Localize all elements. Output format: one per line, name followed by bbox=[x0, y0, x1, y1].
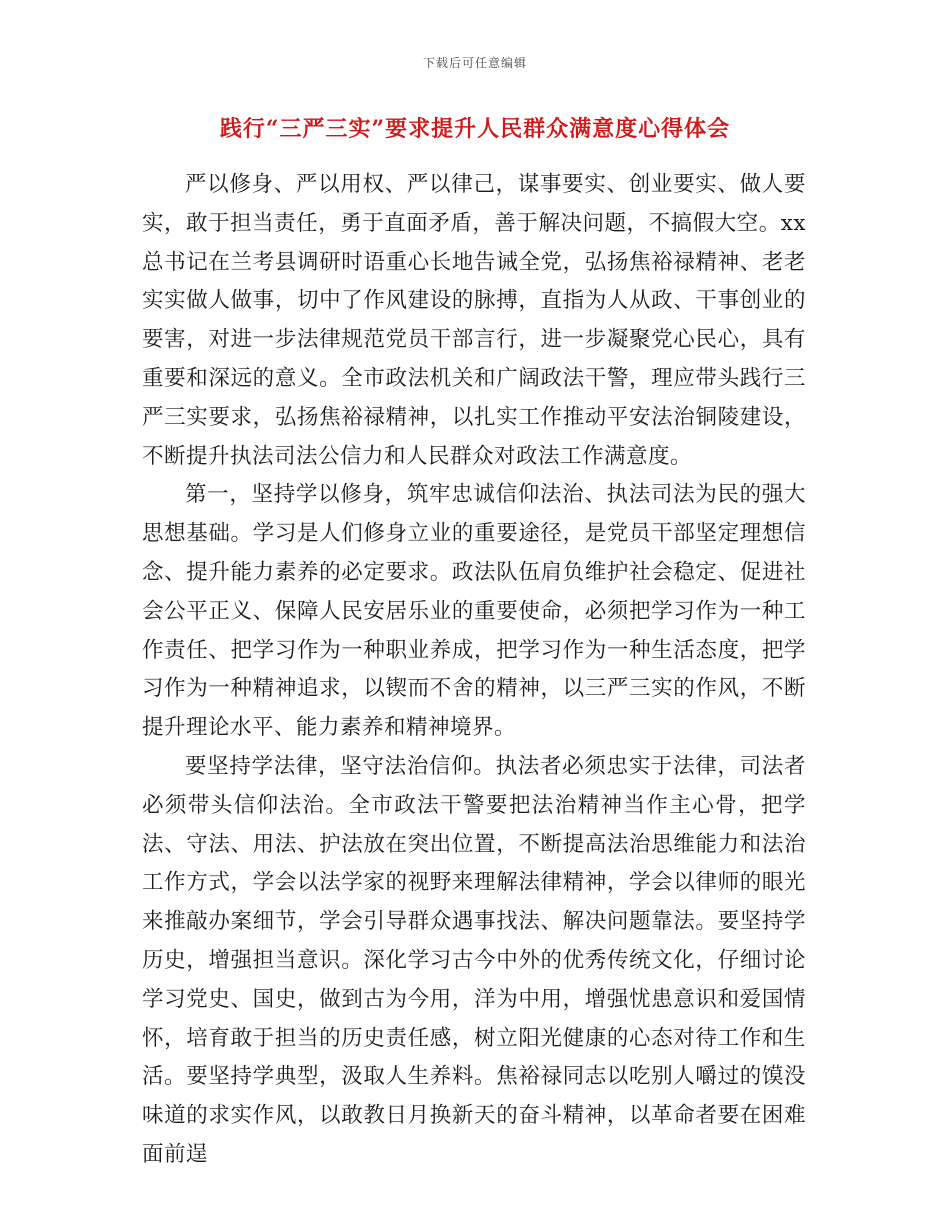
paragraph-intro: 严以修身、严以用权、严以律己，谋事要实、创业要实、做人要实，敢于担当责任，勇于直面矛盾，善于解决问题，不搞假大空。xx总书记在兰考县调研时语重心长地告诫全党，弘扬焦裕禄精神、老老实实做人做事，切中了作风建设的脉搏，直指为人从政、干事创业的要害，对进一步法律规范党员干部言行，进一步凝聚党心民心，具有重要和深远的意义。全市政法机关和广阔政法干警，理应带头践行三严三实要求，弘扬焦裕禄精神，以扎实工作推动平安法治铜陵建设，不断提升执法司法公信力和人民群众对政法工作满意度。 bbox=[142, 172, 806, 469]
document-body bbox=[142, 166, 806, 1175]
header-note: 下载后可任意编辑 bbox=[422, 56, 527, 70]
paragraph-first-point: 第一，坚持学以修身，筑牢忠诚信仰法治、执法司法为民的强大思想基础。学习是人们修身立业的重要途径，是党员干部坚定理想信念、提升能力素养的必定要求。政法队伍肩负维护社会稳定、促进社会公平正义、保障人民安居乐业的重要使命，必须把学习作为一种工作责任、把学习作为一种职业养成，把学习作为一种生活态度，把学习作为一种精神追求，以锲而不舍的精神，以三严三实的作风，不断提升理论水平、能力素养和精神境界。 bbox=[142, 482, 806, 741]
paragraph-study-law: 要坚持学法律，坚守法治信仰。执法者必须忠实于法律，司法者必须带头信仰法治。全市政法干警要把法治精神当作主心骨，把学法、守法、用法、护法放在突出位置，不断提高法治思维能力和法治工作方式，学会以法学家的视野来理解法律精神，学会以律师的眼光来推敲办案细节，学会引导群众遇事找法、解决问题靠法。要坚持学历史，增强担当意识。深化学习古今中外的优秀传统文化，仔细讨论学习党史、国史，做到古为今用，洋为中用，增强忧患意识和爱国情怀，培育敢于担当的历史责任感，树立阳光健康的心态对待工作和生活。要坚持学典型，汲取人生养料。焦裕禄同志以吃别人嚼过的馍没味道的求实作风，以敢教日月换新天的奋斗精神，以革命者要在困难面前逞 bbox=[142, 753, 806, 1167]
document-title: 践行“三严三实”要求提升人民群众满意度心得体会 bbox=[219, 116, 731, 142]
